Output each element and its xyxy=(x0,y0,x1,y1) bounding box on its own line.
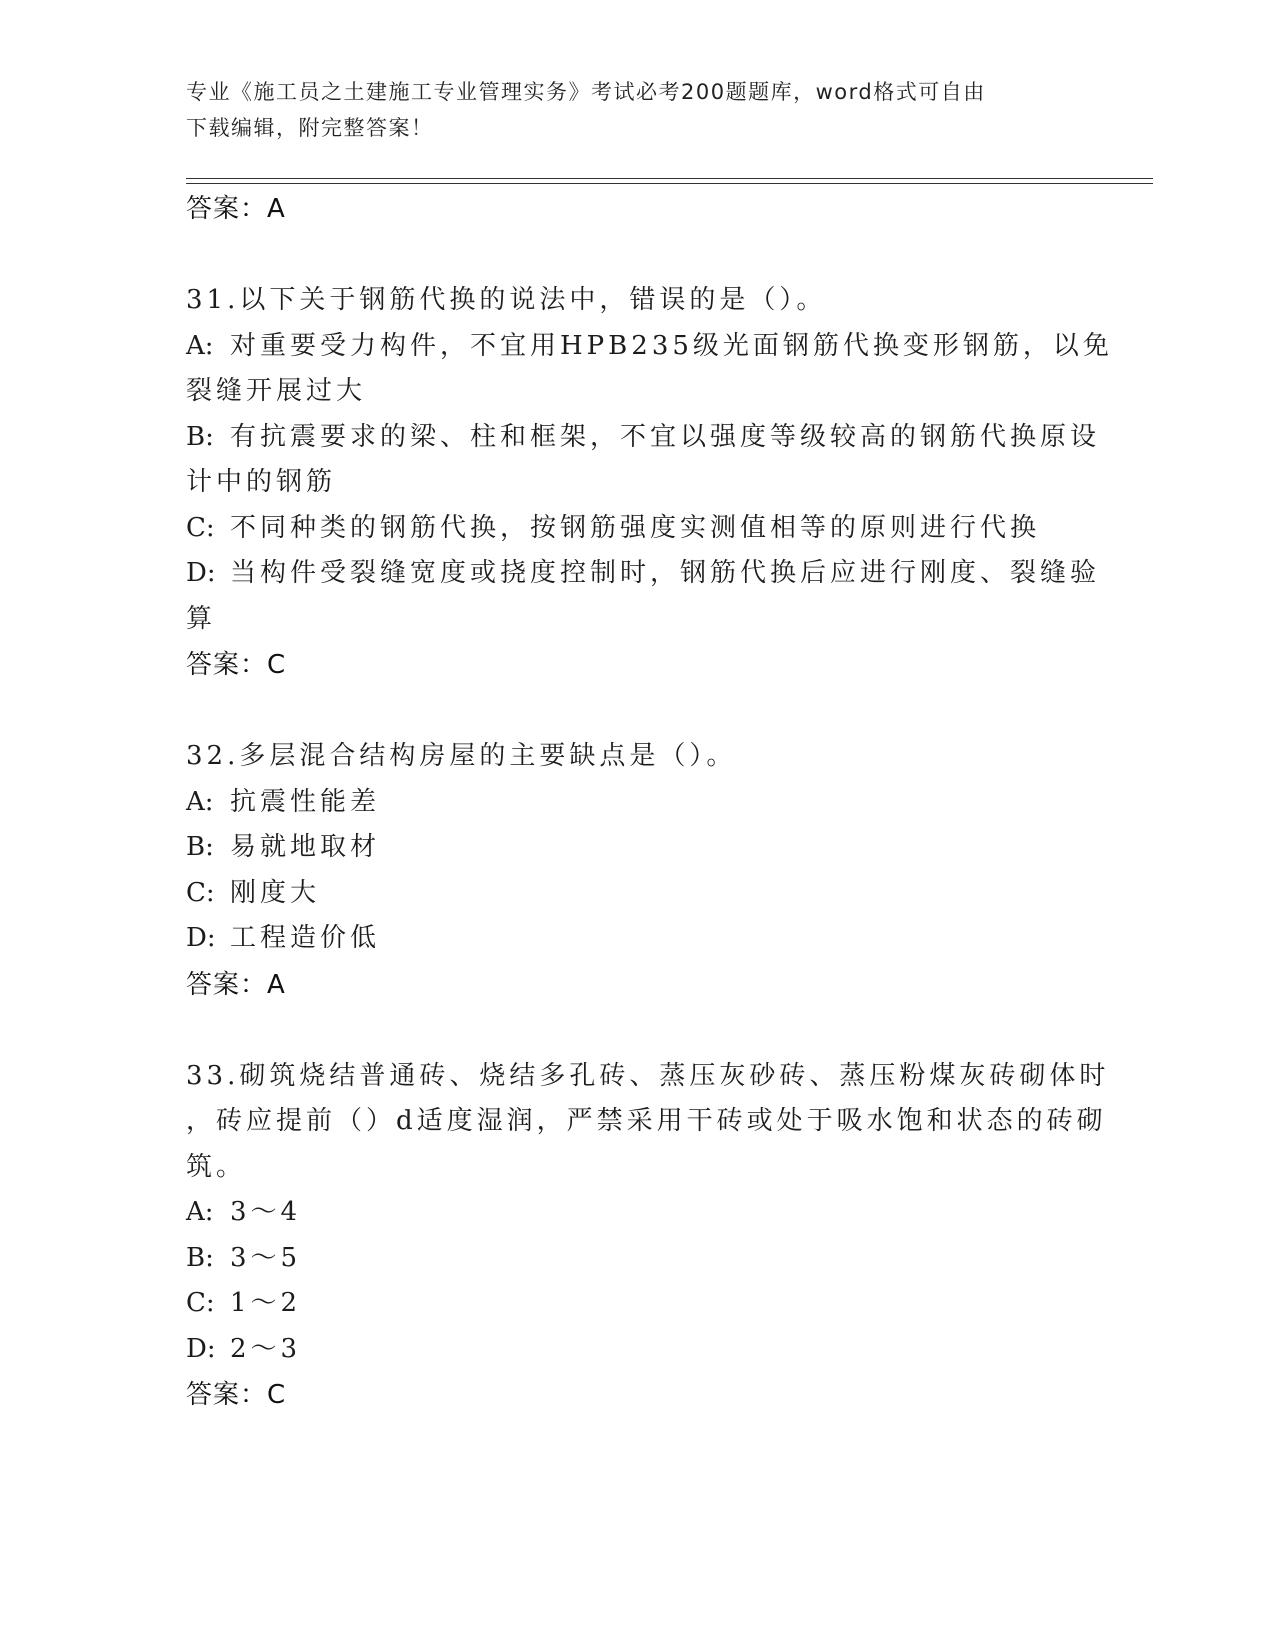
answer-32: 答案：A xyxy=(186,969,286,1000)
option-label: B: xyxy=(186,832,214,862)
option-label: D: xyxy=(186,1333,216,1364)
option-label: A: xyxy=(186,330,214,361)
answer-31: 答案：C xyxy=(186,650,287,680)
question-33-text-1: 33.砌筑烧结普通砖、烧结多孔砖、蒸压灰砂砖、蒸压粉煤灰砖砌体时 xyxy=(186,1060,1110,1091)
header-divider-bottom xyxy=(186,183,1153,184)
option-text: 工程造价低 xyxy=(230,923,381,953)
answer-33: 答案：C xyxy=(186,1380,287,1410)
option-text: 有抗震要求的梁、柱和框架，不宜以强度等级较高的钢筋代换原设 xyxy=(230,421,1101,452)
header-line-2: 下载编辑，附完整答案！ xyxy=(186,116,434,140)
header-divider-top xyxy=(186,178,1153,179)
question-33-text-3: 筑。 xyxy=(186,1151,247,1182)
option-label: D: xyxy=(186,558,216,588)
option-text: 当构件受裂缝宽度或挠度控制时，钢筋代换后应进行刚度、裂缝验 xyxy=(230,558,1101,588)
option-label: C: xyxy=(186,1288,215,1318)
option-label: B: xyxy=(186,421,214,452)
option-label: C: xyxy=(186,512,215,543)
question-31 xyxy=(186,278,1113,688)
question-33 xyxy=(186,1054,1110,1419)
option-text: 抗震性能差 xyxy=(230,786,381,817)
option-label: B: xyxy=(186,1242,214,1273)
spacer xyxy=(186,232,1086,278)
option-label: C: xyxy=(186,877,215,908)
option-text: 3～4 xyxy=(230,1197,302,1227)
option-32-b xyxy=(186,825,1086,871)
option-33-a xyxy=(186,1190,1086,1236)
option-33-c xyxy=(186,1281,1086,1327)
answer-previous: 答案：A xyxy=(186,194,286,224)
option-label: D: xyxy=(186,923,216,953)
option-text: 刚度大 xyxy=(230,877,321,908)
spacer xyxy=(186,688,1086,734)
option-text: 易就地取材 xyxy=(230,832,381,862)
document-body xyxy=(186,186,1113,1418)
option-31-b-cont: 计中的钢筋 xyxy=(186,467,337,497)
option-33-d xyxy=(186,1327,1086,1373)
option-label: A: xyxy=(186,1197,214,1227)
question-32-text: 32.多层混合结构房屋的主要缺点是（）。 xyxy=(186,741,737,771)
option-text: 3～5 xyxy=(230,1242,302,1273)
header-line-1: 专业《施工员之土建施工专业管理实务》考试必考200题题库，word格式可自由 xyxy=(186,80,986,104)
option-31-d-cont: 算 xyxy=(186,603,217,634)
option-32-a xyxy=(186,780,1086,826)
option-text: 1～2 xyxy=(230,1288,302,1318)
option-31-b xyxy=(186,415,1101,461)
option-32-c xyxy=(186,871,1086,917)
option-31-a xyxy=(186,324,1113,370)
question-31-text: 31.以下关于钢筋代换的说法中，错误的是（）。 xyxy=(186,285,827,315)
option-text: 不同种类的钢筋代换，按钢筋强度实测值相等的原则进行代换 xyxy=(230,512,1041,543)
document-header xyxy=(186,74,1066,146)
option-31-d xyxy=(186,551,1101,597)
option-31-a-cont: 裂缝开展过大 xyxy=(186,376,367,406)
option-text: 2～3 xyxy=(230,1333,302,1364)
option-31-c xyxy=(186,506,1086,552)
spacer xyxy=(186,1008,1086,1054)
question-33-text-2: ，砖应提前（）d适度湿润，严禁采用干砖或处于吸水饱和状态的砖砌 xyxy=(186,1106,1107,1136)
option-label: A: xyxy=(186,786,214,817)
question-32 xyxy=(186,734,1086,1008)
option-32-d xyxy=(186,916,1086,962)
option-text: 对重要受力构件，不宜用HPB235级光面钢筋代换变形钢筋，以免 xyxy=(230,330,1113,361)
option-33-b xyxy=(186,1236,1086,1282)
